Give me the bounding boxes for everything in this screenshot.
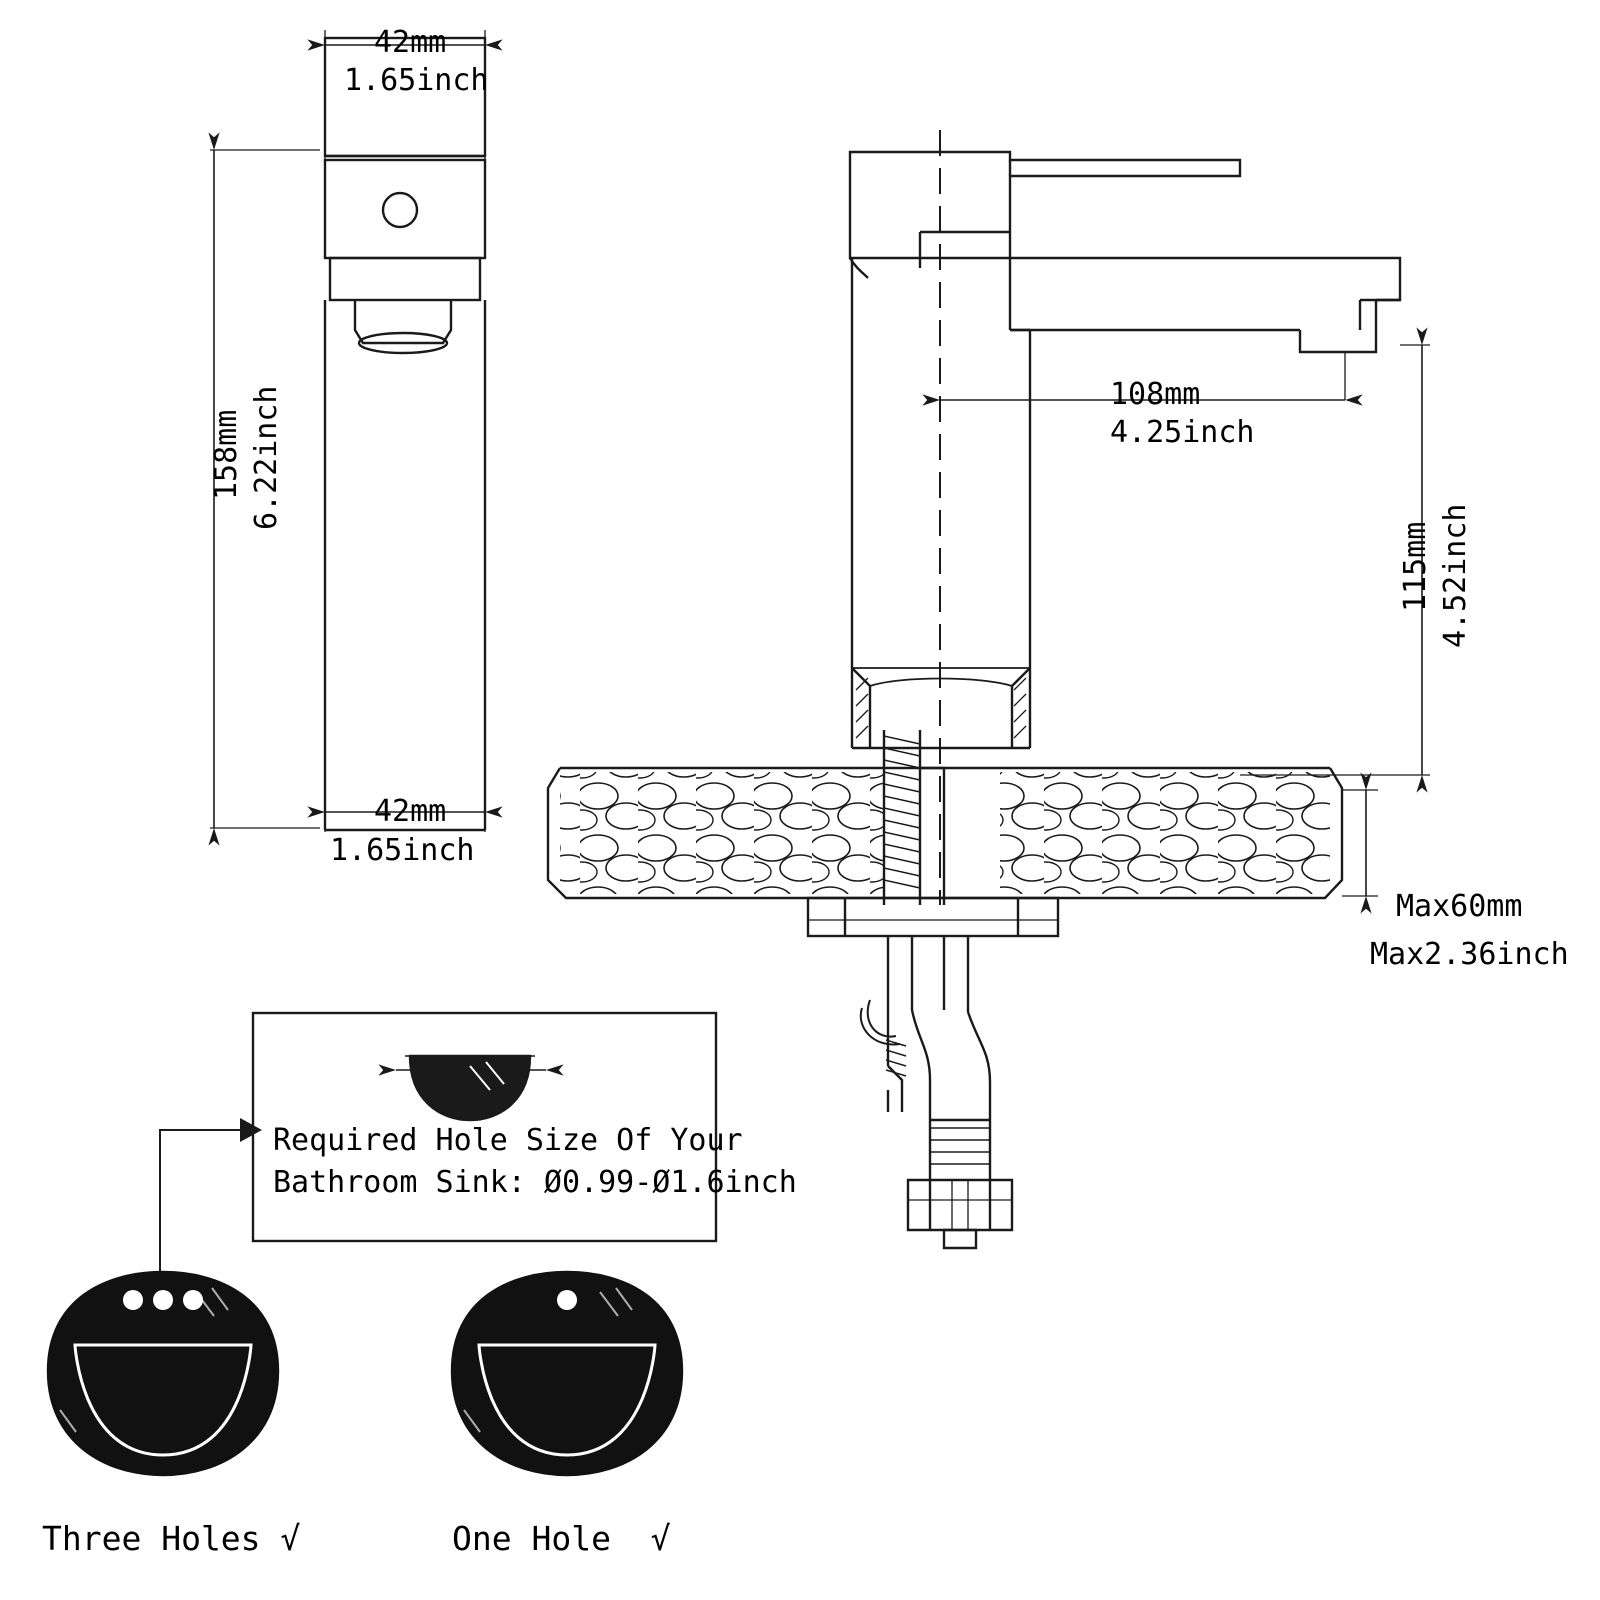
callout-line-1: Required Hole Size Of Your bbox=[273, 1123, 743, 1158]
spout-reach-inch: 4.25inch bbox=[1110, 415, 1255, 450]
left-bottom-width-inch: 1.65inch bbox=[330, 833, 475, 868]
spout-reach-mm: 108mm bbox=[1110, 377, 1201, 412]
left-top-width-inch: 1.65inch bbox=[344, 63, 489, 98]
left-bottom-width-mm: 42mm bbox=[374, 794, 447, 829]
left-height-inch: 6.22inch bbox=[249, 385, 284, 530]
left-top-width-mm: 42mm bbox=[374, 25, 447, 60]
deck-thickness-mm: Max60mm bbox=[1396, 889, 1523, 924]
deck-thickness-inch: Max2.36inch bbox=[1370, 937, 1569, 972]
callout-line-2: Bathroom Sink: Ø0.99-Ø1.6inch bbox=[273, 1165, 797, 1200]
left-height-mm: 158mm bbox=[209, 409, 244, 500]
spout-height-mm: 115mm bbox=[1398, 521, 1433, 612]
spout-height-inch: 4.52inch bbox=[1438, 503, 1473, 648]
sink-option-three-holes-label: Three Holes √ bbox=[42, 1519, 301, 1558]
sink-option-one-hole-label: One Hole √ bbox=[452, 1519, 671, 1558]
